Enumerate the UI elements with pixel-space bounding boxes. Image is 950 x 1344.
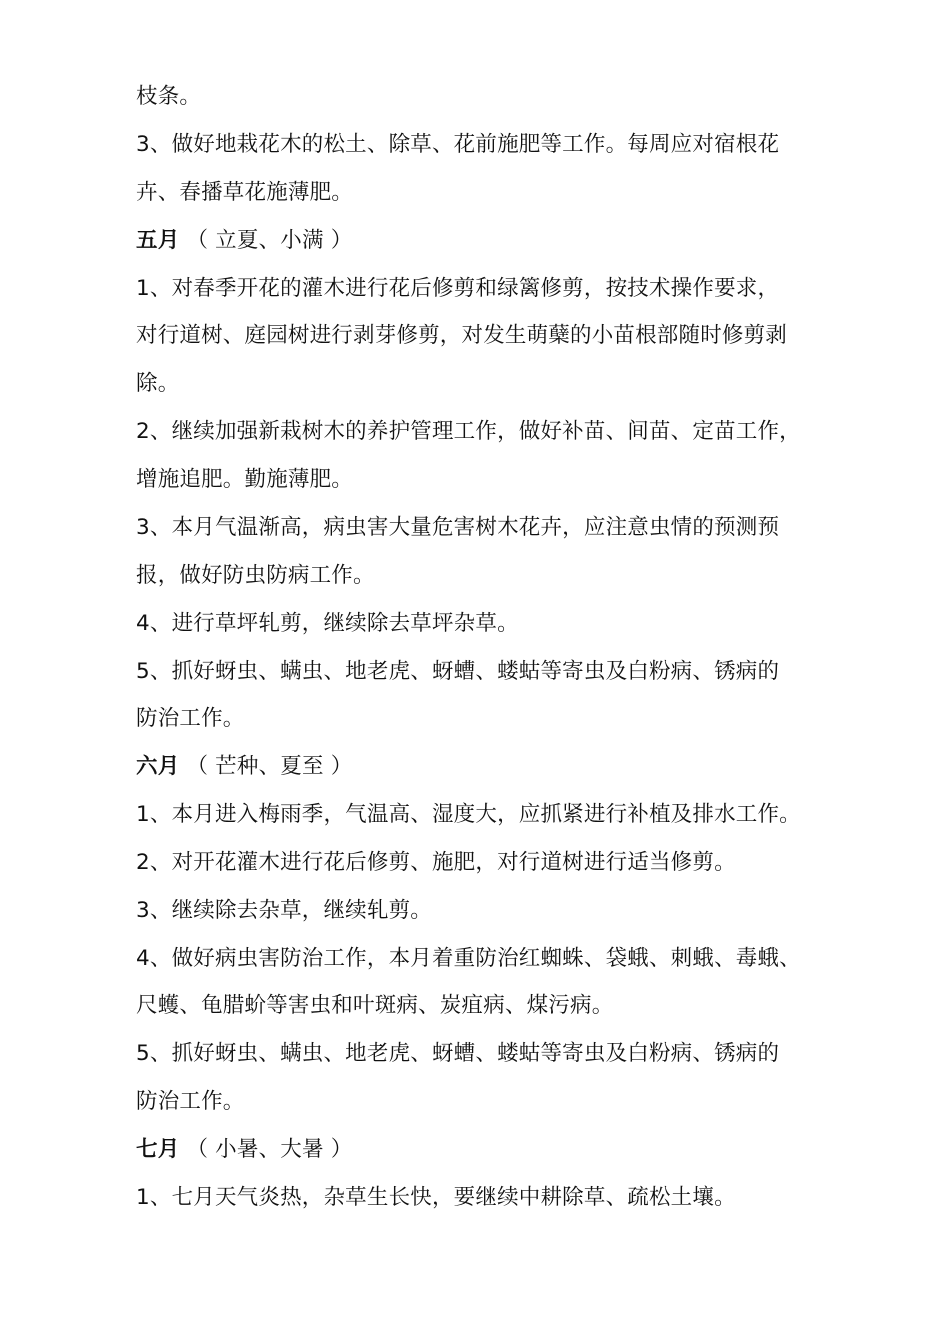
text-line: 4、做好病虫害防治工作，本月着重防治红蜘蛛、袋蛾、刺蛾、毒蛾、	[136, 946, 801, 971]
text-line: 4、进行草坪轧剪，继续除去草坪杂草。	[136, 611, 519, 636]
solar-terms: （ 小暑、大暑 ）	[186, 1137, 353, 1162]
text-line: 尺蠖、龟腊蚧等害虫和叶斑病、炭疽病、煤污病。	[136, 993, 614, 1018]
text-line: 防治工作。	[136, 706, 245, 731]
text-line: 枝条。	[136, 84, 202, 109]
text-line: 增施追肥。勤施薄肥。	[136, 467, 354, 492]
text-line: 3、做好地栽花木的松土、除草、花前施肥等工作。每周应对宿根花	[136, 132, 780, 157]
text-line: 对行道树、庭园树进行剥芽修剪，对发生萌蘖的小苗根部随时修剪剥	[136, 323, 788, 348]
text-line: 卉、春播草花施薄肥。	[136, 180, 354, 205]
solar-terms: （ 立夏、小满 ）	[186, 228, 353, 253]
section-heading-july	[136, 1135, 836, 1165]
text-line: 除。	[136, 371, 180, 396]
text-line: 防治工作。	[136, 1089, 245, 1114]
text-line: 1、七月天气炎热，杂草生长快，要继续中耕除草、疏松土壤。	[136, 1185, 736, 1210]
month-title: 七月	[136, 1137, 180, 1162]
text-line: 1、本月进入梅雨季，气温高、湿度大，应抓紧进行补植及排水工作。	[136, 802, 801, 827]
text-line: 5、抓好蚜虫、螨虫、地老虎、蚜螬、蝼蛄等寄虫及白粉病、锈病的	[136, 659, 780, 684]
section-heading-may	[136, 226, 836, 256]
text-line: 3、本月气温渐高，病虫害大量危害树木花卉，应注意虫情的预测预	[136, 515, 780, 540]
text-line: 5、抓好蚜虫、螨虫、地老虎、蚜螬、蝼蛄等寄虫及白粉病、锈病的	[136, 1041, 780, 1066]
month-title: 五月	[136, 228, 180, 253]
text-line: 2、对开花灌木进行花后修剪、施肥，对行道树进行适当修剪。	[136, 850, 736, 875]
text-line: 3、继续除去杂草，继续轧剪。	[136, 898, 432, 923]
section-heading-june	[136, 752, 836, 782]
text-line: 2、继续加强新栽树木的养护管理工作，做好补苗、间苗、定苗工作，	[136, 419, 801, 444]
month-title: 六月	[136, 754, 180, 779]
solar-terms: （ 芒种、夏至 ）	[186, 754, 353, 779]
text-line: 报，做好防虫防病工作。	[136, 563, 375, 588]
text-line: 1、对春季开花的灌木进行花后修剪和绿篱修剪，按技术操作要求，	[136, 276, 780, 301]
